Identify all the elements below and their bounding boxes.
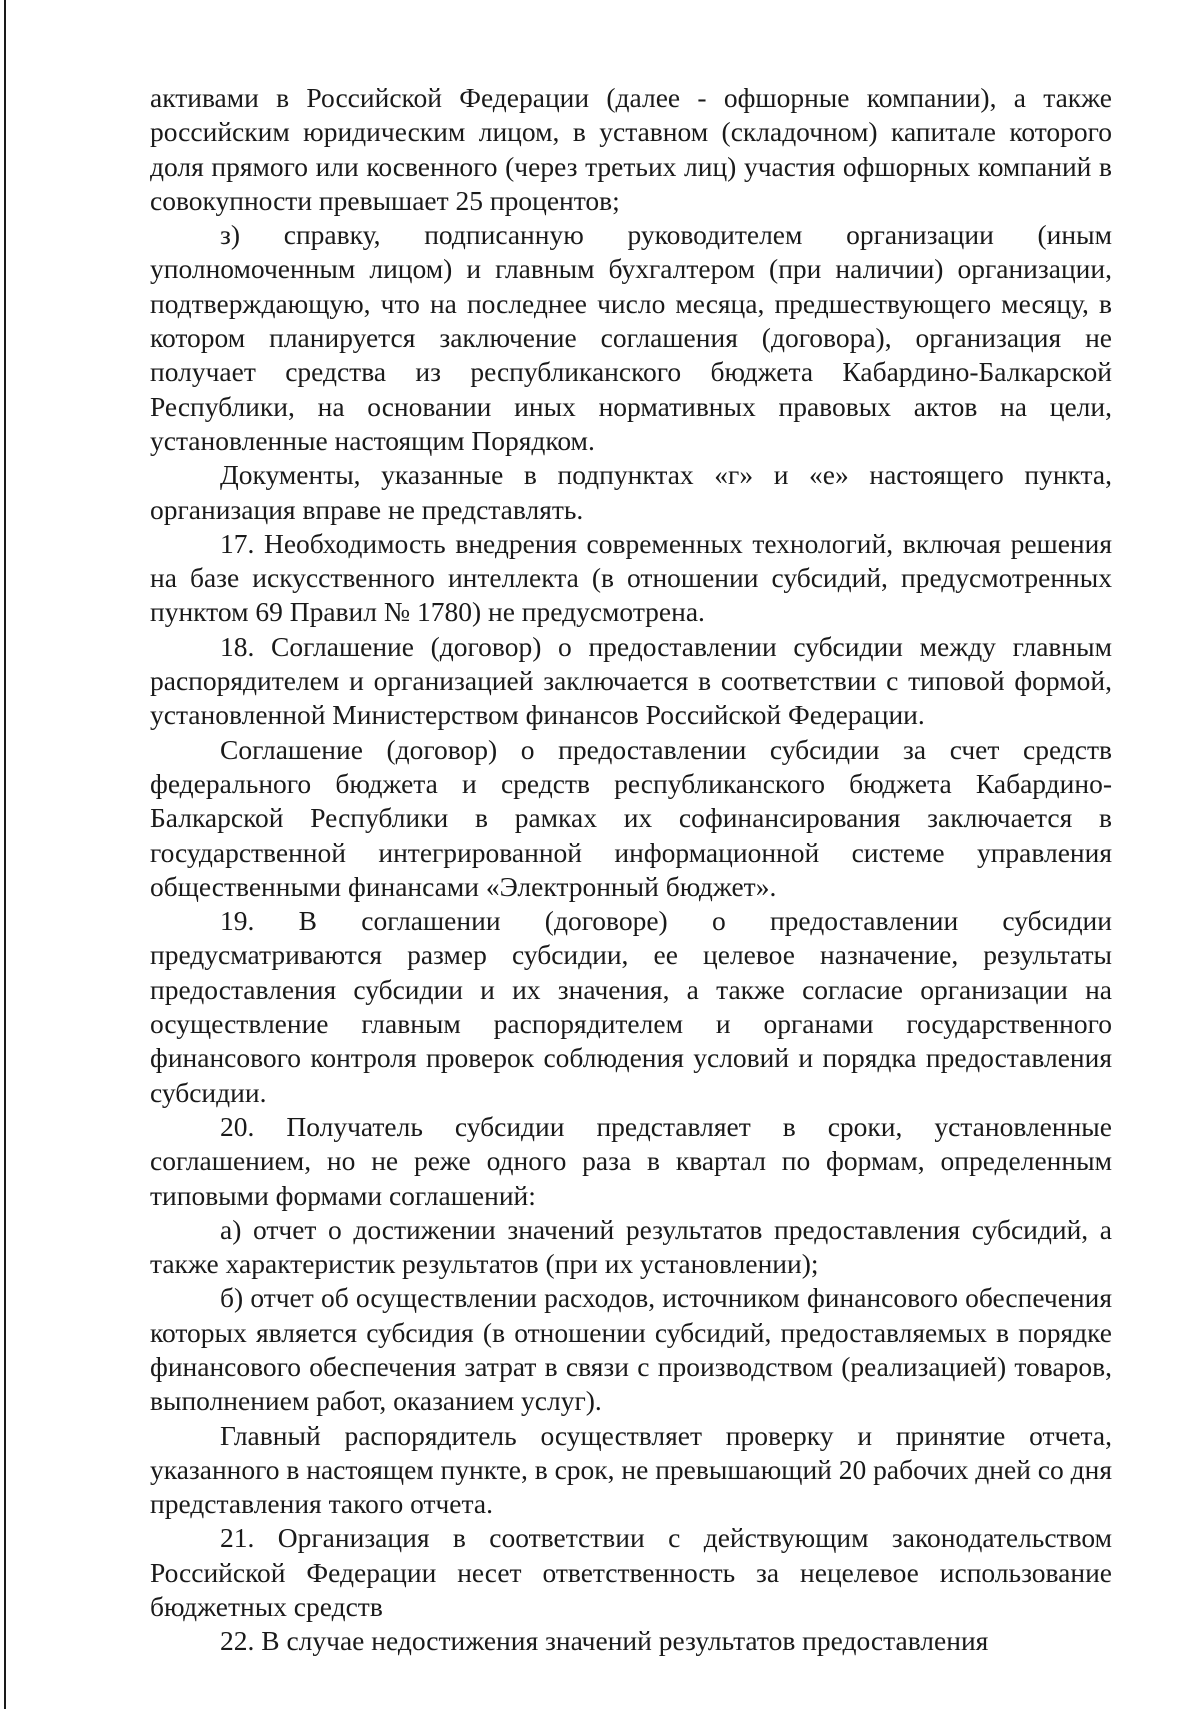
paragraph-subitem-z: з) справку, подписанную руководителем организации (иным уполномоченным лицом) и главным бухгалтером (при наличии) организации, подтверждающую, что на последнее число месяца, предшествующего месяцу, в котором планируется заключение соглашения (договора), организация не получает средства из республиканского бюджета Кабардино-Балкарской Республики, на основании иных нормативных правовых актов на цели, установленные настоящим Порядком. bbox=[150, 219, 1112, 456]
paragraph-documents-optional: Документы, указанные в подпунктах «г» и «е» настоящего пункта, организация вправе не представлять. bbox=[150, 459, 1112, 525]
scan-edge-line bbox=[4, 0, 6, 1709]
paragraph-item-21: 21. Организация в соответствии с действующим законодательством Российской Федерации несет ответственность за нецелевое использование бюджетных средств bbox=[150, 1522, 1112, 1623]
paragraph-item-22: 22. В случае недостижения значений результатов предоставления bbox=[220, 1625, 989, 1657]
paragraph-item-17: 17. Необходимость внедрения современных технологий, включая решения на базе искусственного интеллекта (в отношении субсидий, предусмотренных пунктом 69 Правил № 1780) не предусмотрена. bbox=[150, 527, 1112, 628]
paragraph-electronic-budget: Соглашение (договор) о предоставлении субсидии за счет средств федерального бюджета и средств республиканского бюджета Кабардино-Балкарской Республики в рамках их софинансирования заключается в государственной интегрированной информационной системе управления общественными финансами «Электронный бюджет». bbox=[150, 733, 1112, 902]
paragraph-report-verification: Главный распорядитель осуществляет проверку и принятие отчета, указанного в настоящем пункте, в срок, не превышающий 20 рабочих дней со дня представления такого отчета. bbox=[150, 1419, 1112, 1520]
paragraph-subitem-b: б) отчет об осуществлении расходов, источником финансового обеспечения которых является субсидия (в отношении субсидий, предоставляемых в порядке финансового обеспечения затрат в связи с производством (реализацией) товаров, выполнением работ, оказанием услуг). bbox=[150, 1282, 1112, 1417]
paragraph-item-18: 18. Соглашение (договор) о предоставлении субсидии между главным распорядителем и организацией заключается в соответствии с типовой формой, установленной Министерством финансов Российской Федерации. bbox=[150, 630, 1112, 731]
paragraph-item-19: 19. В соглашении (договоре) о предоставлении субсидии предусматриваются размер субсидии, ее целевое назначение, результаты предоставления субсидии и их значения, а также согласие организации на осуществление главным распорядителем и органами государственного финансового контроля проверок соблюдения условий и порядка предоставления субсидии. bbox=[150, 905, 1112, 1108]
paragraph-offshore-continuation: активами в Российской Федерации (далее - офшорные компании), а также российским юридическим лицом, в уставном (складочном) капитале которого доля прямого или косвенного (через третьих лиц) участия офшорных компаний в совокупности превышает 25 процентов; bbox=[150, 82, 1112, 216]
paragraph-item-20: 20. Получатель субсидии представляет в сроки, установленные соглашением, но не реже одного раза в квартал по формам, определенным типовыми формами соглашений: bbox=[150, 1110, 1112, 1211]
paragraph-subitem-a: а) отчет о достижении значений результатов предоставления субсидий, а также характеристик результатов (при их установлении); bbox=[150, 1213, 1112, 1280]
document-body bbox=[150, 81, 1112, 1659]
